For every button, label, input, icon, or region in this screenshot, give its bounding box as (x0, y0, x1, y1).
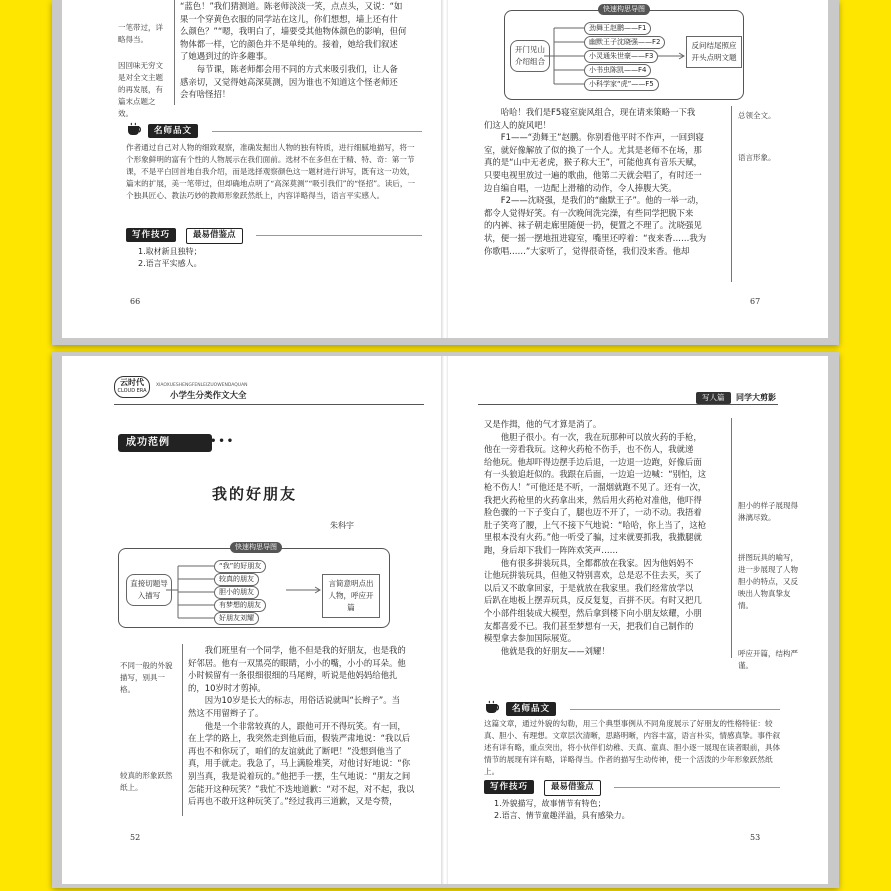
header-tag: 写人篇 (696, 392, 731, 404)
tips-list: 1.外貌描写，故事情节有特色； 2.语言、情节童趣洋溢，具有感染力。 (494, 799, 630, 820)
commentary-label: 名师品文 (148, 124, 198, 138)
tips-label: 写作技巧 (484, 780, 534, 794)
mind-map-item: 好朋友刘耀 (214, 612, 259, 625)
section-label: 成功范例 (118, 434, 212, 452)
margin-divider (731, 106, 732, 282)
header-rule (478, 404, 778, 405)
mind-map-center: 开门见山介绍组合 (510, 40, 550, 72)
margin-note: 语言形象。 (738, 153, 776, 162)
body-text: 哈哈！我们是F5寝室旋风组合，现在请来策略一下我 们这人的旋风吧！ F1——“劲舞王”赵鹏。你别看他平时不作声，一回到寝 室，就好像解放了似的换了一个人。尤其是老师不在场，那 真的是“山中无老虎，猴子称大王”，可能他真有音乐天赋， 只要电视里放过一遍的歌曲，他第二天就会唱了，有时还一 边自编自唱，一边配上滑稽的动作，令人捧腹大笑。 F2——沈晓强，是我们的“幽默王子”。他的一举一动， 都令人觉得好笑。有一次晚间洗完澡，有些同学把脱下来 的内裤、袜子朝走廊里随便一扔，便置之不理了。沈晓强见 状，便一摇一摆地扭进寝室，嘴里还哼着：“夜来香……我为 你歌唱……”大家听了，觉得很奇怪，我们没来香。他却 (484, 107, 707, 256)
margin-divider (731, 418, 732, 658)
commentary-label: 名师品文 (506, 702, 556, 716)
margin-note: 一笔带过，详略得当。 (118, 23, 163, 44)
series-title: 小学生分类作文大全 (170, 391, 247, 401)
page-number: 52 (130, 833, 141, 842)
margin-divider (174, 0, 175, 105)
page-66 (62, 0, 442, 338)
mind-map-result: 言简意明点出人物，呼应开篇 (322, 574, 380, 618)
mind-map-title: 快速构思导图 (230, 542, 282, 553)
margin-note: 不同一般的外貌描写，别具一格。 (120, 661, 173, 694)
tips-label: 写作技巧 (126, 228, 176, 242)
page-number: 53 (750, 833, 761, 842)
mind-map-item: 胆小的朋友 (214, 586, 259, 599)
header-rule (114, 404, 424, 405)
commentary-text: 作者通过自己对人物的细致观察，准确发掘出人物的独有特质，进行细腻地描写，将一个形象鲜明的富有个性的人物展示在我们面前。选材不在多但在于精、特、奇：第一节课，不是平白回首地自我介绍，而是选择观察颜色这一题材进行讲写，既有这一功效，篇末的扩展，美一笔带过，但却确地点明了“高深莫测”“吸引我们”的“怪招”。读后，一个独具匠心、教法巧妙的教师形象跃然纸上，内容详略得当，语言平实感人。 (126, 143, 416, 200)
page-number: 67 (750, 297, 761, 306)
cup-icon (126, 122, 144, 136)
tips-list: 1.取材新且独特； 2.语言平实感人。 (138, 247, 202, 268)
margin-note: 总领全文。 (738, 111, 776, 120)
divider (256, 235, 422, 236)
mind-map-item: 较真的朋友 (214, 573, 259, 586)
body-text: “蓝色！”我们猜测道。陈老师淡淡一笑，点点头，又说：“如 果一个穿黄色衣服的同学站在这儿，你们想想，墙上还有什 么颜色？”“嗯，我明白了，墙要受其他物体颜色的影响，但何 物体都一样，它的颜色并不是单纯的。接着，她给我们叙述 了她遇到过的许多趣事。 每节课，陈老师都会用不同的方式来吸引我们，让人备 感亲切，又觉得她高深莫测，因为谁也不知道这个怪老师还 会有啥怪招！ (180, 1, 407, 100)
article-title: 我的好朋友 (212, 485, 298, 503)
divider (212, 131, 422, 132)
body-text: 我们班里有一个同学，他不但是我的好朋友，也是我的 好邻居。他有一双黑亮的眼睛，小小的嘴，小小的耳朵。他 小时候留有一条很细很细的马尾辫，听说是他妈妈给他扎 的，10岁时才剪掉。 因为10岁是长大的标志，用俗话说就叫“长辫子”。当 然这不用留辫子了。 他是一个非常较真的人，跟他可开不得玩笑。有一回， 在上学的路上，我突然走到他后面，假装严肃地说：“我以后 再也不和你玩了，咱们的友谊就此了断吧！”没想到他当了 真，用手就走。我急了，马上满脸堆笑，对他讨好地说：“你 别当真，我是说着玩的。”他把手一摆，生气地说：“朋友之间 怎能开这种玩笑？”我忙不迭地道歉：“对不起，对不起，我以 后再也不敢开这种玩笑了。”经过我再三道歉，又是夸赞， (188, 645, 415, 807)
cup-icon (484, 700, 502, 714)
logo: 云时代 CLOUD ERA (114, 376, 150, 398)
margin-note: 拼图玩具的喻写，进一步展现了人物胆小的特点，又反映出人物真挚友情。 (738, 553, 798, 610)
header-title: 同学大剪影 (736, 393, 776, 402)
mind-map-item: 幽默王子沈晓强——F2 (584, 36, 665, 49)
margin-note: 胆小的样子展现得淋漓尽致。 (738, 501, 798, 522)
mind-map-item: 小灵通朱世豪——F3 (584, 50, 658, 63)
divider (614, 787, 780, 788)
commentary-text: 这篇文章，通过外貌的勾勒，用三个典型事例从不同角度展示了好朋友的性格特征：较真、胆小、有理想。文章层次清晰，思路明晰，内容丰富，语言朴实，情感真挚。事件叙述有详有略，重点突出，将小伙伴们幼稚、天真、童真、胆小逐一展现在读者眼前，具体情节的展现有详有略，详略得当。作者的描写生动传神，使一个活泼的少年形象跃然纸上。 (484, 719, 781, 776)
body-text: 又是作揖，他的气才算是消了。 他胆子很小。有一次，我在玩那种可以放火药的手枪， 他在一旁看我玩。这种火药枪不伤手，也不伤人，我就递 给他玩。他却吓得边摆手边后退，一边退一边跑，好像后面 有一头狼追赶似的。我跟在后面，一边追一边喊：“别怕，这 枪不伤人！”可他还是不听，一溜烟就跑不见了。还有一次， 我把火药枪里的火药拿出来，然后用火药枪对准他，他吓得 脸色骤的一下子变白了，腿也迈不开了，一动不动。我捂着 肚子笑弯了腰，上气不接下气地说：“哈哈，你上当了，这枪 里根本没有火药。”他一听受了骗，过来就要抓我，我撒腿就 跑，身后却下我们一阵阵欢笑声…… 他有很多拼装玩具，全都都放在我家。因为他妈妈不 让他玩拼装玩具，但他又特别喜欢，总是忍不住去买，买了 以后又不敢拿回家，于是就放在我家里。我们经常放学以 后趴在地板上摆弄玩具，反反复复，百拼不厌。有时又把几 个小部件组装成大模型，然后拿到楼下向小朋友炫耀，小朋 友都喜爱不已。我们甚至梦想有一天，把我们自己制作的 模型拿去参加国际展览。 他就是我的好朋友——刘耀！ (484, 419, 707, 656)
dots-decoration: ••• (210, 436, 236, 447)
margin-note: 因回味无穷文是对全文主题的再发展，有篇末点题之效。 (118, 61, 163, 118)
page-53 (448, 356, 828, 884)
margin-note: 较真的形象跃然纸上。 (120, 771, 173, 792)
series-pinyin: XIAOXUESHENGFENLEIZUOWENDAQUAN (156, 383, 248, 388)
mind-map-title: 快速构思导图 (598, 4, 650, 15)
mind-map-item: 劲舞王赵鹏——F1 (584, 22, 651, 35)
author: 朱科宇 (330, 521, 354, 530)
mind-map-item: “我”的好朋友 (214, 560, 266, 573)
mind-map-item: 小书虫陈凯——F4 (584, 64, 651, 77)
divider (570, 709, 780, 710)
page-number: 66 (130, 297, 141, 306)
mind-map-result: 反问结尾照应开头点明文题 (686, 36, 742, 68)
mind-map-item: 小科学家“虎”——F5 (584, 78, 659, 91)
margin-divider (182, 644, 183, 816)
page-52 (62, 356, 442, 884)
page-67 (448, 0, 828, 338)
tips-label-secondary: 最易借鉴点 (544, 780, 601, 796)
mind-map-center: 直接切题导入描写 (126, 574, 172, 606)
margin-note: 呼应开篇，结构严谨。 (738, 649, 798, 670)
mind-map-item: 有梦想的朋友 (214, 599, 266, 612)
tips-label-secondary: 最易借鉴点 (186, 228, 243, 244)
